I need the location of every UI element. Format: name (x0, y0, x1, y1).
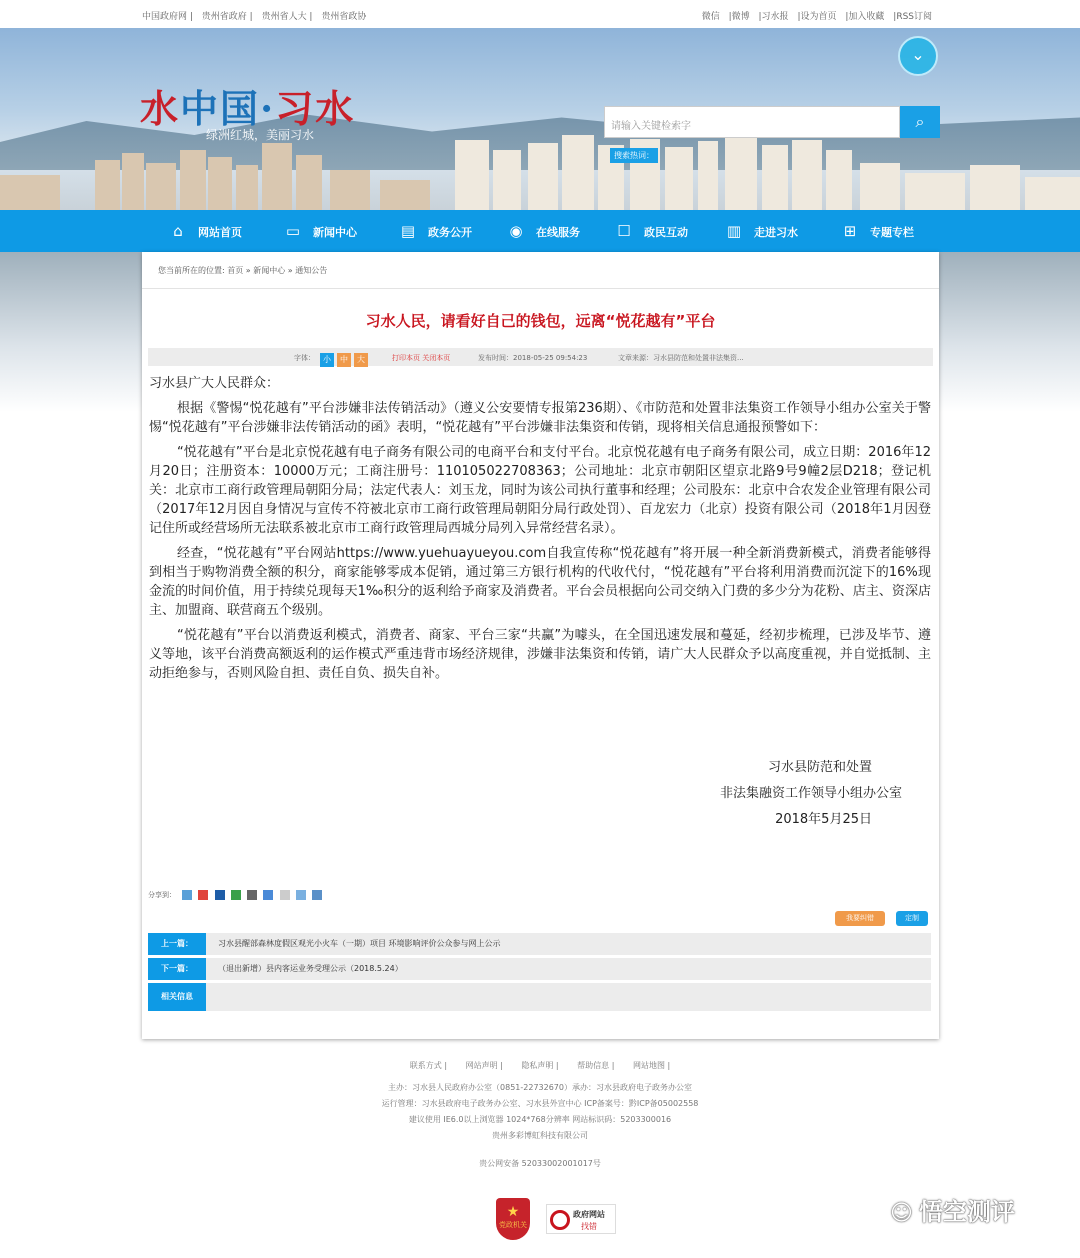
logo-part1: 中国· (180, 86, 276, 131)
gov-site-error-badge[interactable] (546, 1204, 616, 1234)
footer-link-sitemap[interactable]: 网站地图 | (632, 1061, 671, 1070)
footer (0, 1058, 1080, 1172)
breadcrumb[interactable]: 您当前所在的位置: 首页 » 新闻中心 » 通知公告 (158, 266, 328, 275)
nav-label: 新闻中心 (313, 226, 357, 239)
share-more-icon[interactable] (312, 890, 322, 900)
article-body (149, 374, 931, 689)
share-label: 分享到： (148, 891, 176, 899)
share-weibo-icon[interactable] (198, 890, 208, 900)
next-article-link[interactable]: （退出新增）县内客运业务受理公示（2018.5.24） (218, 964, 403, 973)
report-error-button[interactable]: 我要纠错 (835, 911, 885, 926)
top-link-favorite[interactable]: |加入收藏 (845, 12, 885, 22)
footer-operator: 运行管理：习水县政府电子政务办公室、习水县外宣中心 ICP备案号：黔ICP备05002558 (381, 1099, 699, 1108)
top-link-rss[interactable]: |RSS订阅 (893, 12, 932, 22)
share-qq-icon[interactable] (247, 890, 257, 900)
top-link-homepage[interactable]: |设为首页 (797, 12, 837, 22)
badge-emblem-icon: ★ (506, 1204, 520, 1220)
chat-icon: ☐ (617, 222, 631, 240)
document-icon: ▤ (400, 222, 416, 240)
logo-part2: 习水 (275, 86, 356, 131)
nav-label: 网站首页 (198, 226, 242, 239)
logo-prefix: 水 (140, 86, 181, 131)
publish-time: 发布时间：2018-05-25 09:54:23 (478, 354, 588, 362)
nav-label: 政民互动 (644, 226, 688, 239)
site-slogan: 绿洲红城，美丽习水 (206, 128, 315, 142)
share-renren-icon[interactable] (215, 890, 225, 900)
prev-article-link[interactable]: 习水县醒部森林度假区观光小火车（一期）项目 环境影响评价公众参与网上公示 (218, 939, 501, 948)
related-info-row (148, 983, 931, 1011)
book-icon: ▥ (726, 222, 742, 240)
footer-police-record: 贵公网安备 52033002001017号 (479, 1159, 601, 1168)
footer-link-privacy[interactable]: 隐私声明 | (521, 1061, 559, 1070)
share-copy-icon[interactable] (280, 890, 290, 900)
city-skyline (0, 135, 1080, 210)
font-medium-button[interactable]: 中 (337, 353, 351, 367)
nav-item-service[interactable] (506, 210, 580, 252)
top-link[interactable]: 中国政府网 | (142, 12, 193, 22)
search-input[interactable]: 请输入关键检索字 (604, 106, 900, 138)
footer-link-statement[interactable]: 网站声明 | (465, 1061, 503, 1070)
wechat-icon: ☺ (890, 1201, 913, 1226)
footer-browser-note: 建议使用 IE6.0以上浏览器 1024*768分辨率 网站标识码：5203300016 (408, 1115, 672, 1124)
nav-item-interaction[interactable] (614, 210, 688, 252)
footer-link-help[interactable]: 帮助信息 | (577, 1061, 615, 1070)
signature-line: 非法集融资工作领导小组办公室 (719, 786, 902, 801)
print-close-links[interactable]: 打印本页 关闭本页 (392, 354, 451, 362)
nav-item-news[interactable] (283, 210, 357, 252)
footer-sponsor: 主办：习水县人民政府办公室（0851-22732670）承办：习水县政府电子政务办公室 (388, 1083, 692, 1092)
hot-search-label: 搜索热词： (610, 148, 658, 163)
service-icon: ◉ (509, 222, 523, 240)
nav-item-gov-open[interactable] (398, 210, 472, 252)
prev-article-row (148, 933, 931, 955)
signature-date: 2018年5月25日 (775, 812, 872, 827)
nav-item-home[interactable] (168, 210, 242, 252)
related-label: 相关信息 (148, 983, 206, 1011)
divider (142, 288, 939, 289)
article-meta-bar (148, 348, 933, 366)
paragraph: 经查，“悦花越有”平台网站https://www.yuehuayueyou.com自我宣传称“悦花越有”将开展一种全新消费新模式，消费者能够得到相当于购物消费全额的积分，商家能够零成本促销，通过第三方银行机构的代收代付，“悦花越有”平台将利用消费而沉淀下的16%现金流的时间价值，用于持续兑现每天1‰积分的返利给予商家及消费者。平台会员根据向公司交纳入门费的多少分为花粉、店主、资深店主、加盟商、联营商五个级别。 (149, 546, 931, 618)
top-link-weibo[interactable]: |微博 (728, 12, 750, 22)
footer-tech-support: 贵州多彩博虹科技有限公司 (492, 1131, 588, 1140)
share-bar (148, 890, 322, 900)
top-links-left (142, 9, 372, 22)
grid-icon: ⊞ (843, 222, 857, 240)
footer-links (0, 1058, 1080, 1074)
subscribe-button[interactable]: 定制 (896, 911, 928, 926)
prev-label: 上一篇： (148, 933, 206, 955)
next-article-row (148, 958, 931, 980)
footer-link-contact[interactable]: 联系方式 | (409, 1061, 448, 1070)
share-wechat-icon[interactable] (231, 890, 241, 900)
nav-item-special[interactable] (840, 210, 914, 252)
nav-label: 在线服务 (536, 226, 580, 239)
paragraph: 根据《警惕“悦花越有”平台涉嫌非法传销活动》（遵义公安要情专报第236期）、《市防范和处置非法集资工作领导小组办公室关于警惕“悦花越有”平台涉嫌非法传销活动的函》表明，“悦花越有”平台涉嫌非法集资和传销，现将相关信息通报预警如下： (149, 401, 931, 435)
greeting: 习水县广大人民群众： (149, 376, 280, 391)
font-size-label: 字体： (294, 354, 315, 362)
error-search-icon (550, 1210, 570, 1230)
top-link[interactable]: 贵州省政府 | (201, 12, 253, 22)
article-title: 习水人民，请看好自己的钱包，远离“悦花越有”平台 (365, 312, 716, 330)
party-gov-badge[interactable] (496, 1198, 530, 1240)
site-logo[interactable] (140, 78, 355, 133)
badge-label: 党政机关 (499, 1221, 527, 1229)
top-link-newspaper[interactable]: |习水报 (758, 12, 789, 22)
font-large-button[interactable]: 大 (354, 353, 368, 367)
chevron-down-icon[interactable]: ⌄ (898, 36, 938, 76)
search-icon[interactable]: ⌕ (900, 106, 940, 138)
nav-label: 走进习水 (754, 226, 798, 239)
share-print-icon[interactable] (296, 890, 306, 900)
badge-title: 政府网站 (573, 1210, 605, 1219)
nav-label: 政务公开 (428, 226, 472, 239)
nav-item-about[interactable] (724, 210, 798, 252)
paragraph: “悦花越有”平台以消费返利模式，消费者、商家、平台三家“共赢”为噱头，在全国迅速发展和蔓延，经初步梳理，已涉及毕节、遵义等地，该平台消费高额返利的运作模式严重违背市场经济规律，涉嫌非法集资和传销，请广大人民群众予以高度重视，并自觉抵制、主动拒绝参与，否则风险自担、责任自负、损失自补。 (149, 628, 931, 681)
nav-label: 专题专栏 (870, 226, 914, 239)
watermark-text: 悟空测评 (918, 1198, 1015, 1226)
share-mail-icon[interactable] (263, 890, 273, 900)
font-small-button[interactable]: 小 (320, 353, 334, 367)
main-nav (0, 210, 1080, 252)
next-label: 下一篇： (148, 958, 206, 980)
top-links-right (702, 9, 938, 22)
top-link[interactable]: 贵州省人大 | (261, 12, 313, 22)
top-bar (0, 0, 1080, 28)
top-link-wechat[interactable]: 微信 (701, 12, 720, 22)
signature-line: 习水县防范和处置 (767, 760, 872, 775)
image-icon: ▭ (285, 222, 301, 240)
article-source: 文章来源：习水县防范和处置非法集资... (618, 354, 744, 362)
home-icon: ⌂ (173, 222, 183, 240)
article-panel (142, 252, 939, 1039)
paragraph: “悦花越有”平台是北京悦花越有电子商务有限公司的电商平台和支付平台。北京悦花越有电子商务有限公司，成立日期：2016年12月20日；注册资本：10000万元；工商注册号：110105022708363；公司地址：北京市朝阳区望京北路9号9幢2层D218；登记机关：北京市工商行政管理局朝阳分局；法定代表人：刘玉龙，同时为该公司执行董事和经理；公司股东：北京中合农发企业管理有限公司（2017年12月因自身情况与宣传不符被北京市工商行政管理局朝阳分局行政处罚）、百龙宏力（北京）投资有限公司（2018年1月因登记住所或经营场所无法联系被北京市工商行政管理局西城分局列入异常经营名录）。 (149, 445, 931, 536)
top-link[interactable]: 贵州省政协 (321, 12, 367, 22)
watermark (890, 1192, 1015, 1227)
share-qzone-icon[interactable] (182, 890, 192, 900)
header-banner (0, 28, 1080, 210)
badge-subtitle: 找错 (581, 1222, 597, 1231)
